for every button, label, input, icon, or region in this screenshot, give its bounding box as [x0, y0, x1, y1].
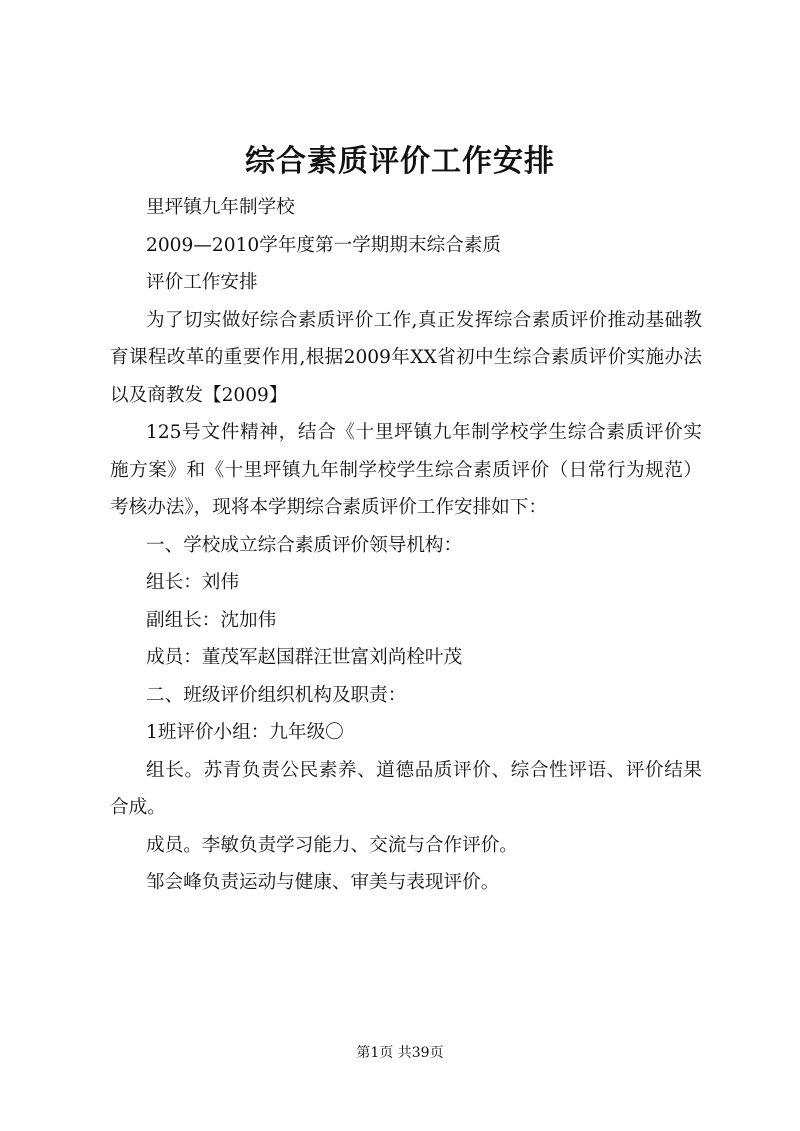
leader-line: 组长：刘伟	[146, 572, 239, 593]
class-member-duty: 成员。李敏负责学习能力、交流与合作评价。	[146, 834, 518, 856]
class-member-duty-2: 邹会峰负责运动与健康、审美与表现评价。	[146, 872, 500, 893]
paragraph-basis: 125号文件精神，结合《十里坪镇九年制学校学生综合素质评价实施方案》和《十里坪镇九年制学校学生综合素质评价（日常行为规范）考核办法》，现将本学期综合素质评价工作安排如下：	[110, 422, 702, 518]
section-heading-leadership: 一、学校成立综合素质评价领导机构：	[146, 534, 463, 556]
subtitle-line: 评价工作安排	[146, 272, 258, 293]
class-group-line: 1班评价小组：九年级〇	[146, 722, 344, 743]
paragraph-intro: 为了切实做好综合素质评价工作,真正发挥综合素质评价推动基础教育课程改革的重要作用,根据2009年XX省初中生综合素质评价实施办法以及商教发【2009】	[110, 309, 702, 406]
vice-leader-line: 副组长：沈加伟	[146, 609, 277, 631]
school-name-line: 里坪镇九年制学校	[146, 197, 295, 218]
document-body	[110, 189, 702, 902]
members-line: 成员：董茂军赵国群汪世富刘尚栓叶茂	[146, 647, 463, 668]
section-heading-class: 二、班级评价组织机构及职责：	[146, 684, 407, 706]
class-leader-duty: 组长。苏青负责公民素养、道德品质评价、综合性评语、评价结果合成。	[110, 759, 702, 818]
document-title: 综合素质评价工作安排	[245, 144, 555, 179]
page-footer: 第1页 共39页	[356, 1045, 444, 1061]
term-line: 2009—2010学年度第一学期期末综合素质	[146, 234, 501, 256]
